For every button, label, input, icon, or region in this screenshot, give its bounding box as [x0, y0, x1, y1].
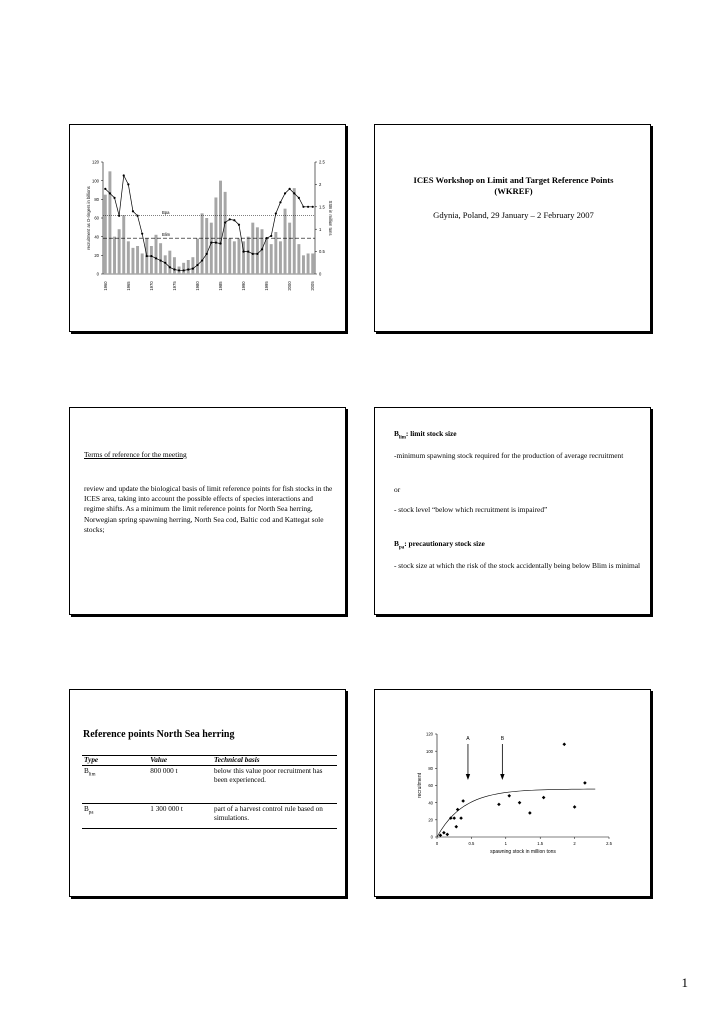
ssb-point — [127, 183, 129, 185]
data-point — [562, 743, 566, 747]
ssb-point — [132, 210, 134, 212]
ssb-point — [192, 268, 194, 270]
left-tick-label: 20 — [94, 252, 99, 258]
ssb-point — [289, 188, 291, 190]
recruitment-bar — [164, 255, 167, 274]
x-tick-label: 2.5 — [606, 841, 612, 846]
terms-body: review and update the biological basis of limit reference points for fish stocks in the ICES area, taking into account the possible effects of species interactions and regime shifts. As a minimum the limit reference points for North Sea herring, Norwegian spring spawning herring, North Sea cod, Baltic cod and Kattegat sole stocks; — [84, 484, 333, 534]
recruitment-bar — [228, 239, 231, 274]
recruitment-bar — [302, 255, 305, 274]
ssb-point — [183, 269, 185, 271]
ssb-point — [118, 215, 120, 217]
ssb-point — [242, 251, 244, 253]
y-tick-label: 60 — [428, 783, 433, 789]
page-number: 1 — [681, 975, 688, 990]
recruitment-bar — [210, 223, 213, 274]
workshop-title: ICES Workshop on Limit and Target Reference Points (WKREF) — [413, 175, 614, 196]
left-axis-title: recruitment as O-ringers in billions — [86, 186, 91, 250]
timeseries-chart — [70, 125, 345, 331]
x-tick-label: 1960 — [102, 281, 108, 291]
ssb-point — [229, 218, 231, 220]
x-tick-label: 1.5 — [537, 841, 544, 846]
cell-type: $B_{lim}$ — [82, 766, 148, 804]
recruitment-bar — [141, 253, 144, 274]
x-tick-label: 2005 — [310, 281, 316, 291]
table-row — [82, 804, 337, 829]
x-tick-label: 0 — [435, 841, 439, 846]
data-point — [446, 833, 450, 837]
recruitment-bar — [270, 244, 273, 274]
recruitment-bar — [261, 229, 264, 274]
table-row — [82, 766, 337, 804]
recruitment-bar — [159, 243, 162, 274]
right-tick-label: 1.5 — [319, 204, 325, 210]
recruitment-bar — [136, 246, 139, 274]
right-axis-title: SSB in million tons — [328, 200, 333, 236]
x-axis-title: spawning stock in million tons — [490, 849, 556, 855]
x-tick-label: 1 — [504, 841, 507, 846]
slide-reference-points-table — [69, 689, 346, 897]
recruitment-bar — [297, 244, 300, 274]
recruitment-bar — [293, 188, 296, 274]
ssb-point — [173, 268, 175, 270]
recruitment-bar — [256, 227, 259, 274]
arrow-b-label: B — [500, 736, 505, 742]
y-tick-label: 0 — [430, 834, 433, 840]
ssb-point — [210, 242, 212, 244]
ssb-point — [155, 257, 157, 259]
recruitment-bar — [182, 263, 185, 274]
slide-stock-recruitment — [374, 689, 651, 897]
bpa-label: Bpa — [162, 209, 170, 215]
slide-terms-of-reference — [69, 407, 346, 615]
blim-heading: $B_{lim}$: limit stock size — [394, 429, 457, 441]
y-tick-label: 100 — [426, 748, 433, 754]
y-axis-title: recruitment — [417, 772, 423, 799]
recruitment-bar — [155, 235, 158, 274]
ssb-point — [256, 253, 258, 255]
data-point — [439, 833, 443, 837]
recruitment-bar — [173, 257, 176, 274]
fitted-curve — [437, 789, 595, 837]
left-tick-label: 100 — [92, 178, 99, 184]
left-tick-label: 0 — [96, 271, 99, 277]
blim-description-2: - stock level “below which recruitment is impaired” — [394, 505, 548, 514]
slide-title — [374, 124, 651, 332]
left-tick-label: 40 — [94, 234, 99, 240]
ssb-point — [201, 259, 203, 261]
reference-points-table — [82, 755, 337, 829]
recruitment-bar — [284, 209, 287, 274]
x-tick-label: 2000 — [287, 281, 293, 291]
ssb-point — [164, 262, 166, 264]
x-tick-label: 0.5 — [468, 841, 475, 846]
x-tick-label: 1975 — [171, 281, 177, 291]
ssb-point — [109, 192, 111, 194]
workshop-subtitle: Gdynia, Poland, 29 January – 2 February 2007 — [433, 210, 594, 220]
data-point — [461, 799, 465, 803]
bpa-description: - stock size at which the risk of the stock accidentally being below Blim is minimal — [394, 561, 641, 570]
recruitment-bar — [224, 192, 227, 274]
recruitment-bar — [150, 246, 153, 274]
data-point — [507, 794, 511, 798]
header-basis: Technical basis — [212, 756, 337, 766]
ssb-point — [252, 253, 254, 255]
recruitment-bar — [311, 253, 314, 274]
recruitment-bar — [122, 215, 125, 274]
left-tick-label: 80 — [94, 196, 99, 202]
scatter-chart — [375, 690, 650, 896]
ssb-point — [279, 201, 281, 203]
y-tick-label: 80 — [428, 765, 433, 771]
slide-herring-timeseries — [69, 124, 346, 332]
ssb-point — [307, 206, 309, 208]
ssb-point — [215, 242, 217, 244]
data-point — [528, 811, 532, 815]
table-title: Reference points North Sea herring — [83, 729, 235, 740]
header-value: Value — [148, 756, 212, 766]
recruitment-bar — [191, 257, 194, 274]
data-point — [454, 825, 458, 829]
data-point — [573, 805, 577, 809]
terms-heading: Terms of reference for the meeting — [84, 450, 187, 459]
ssb-point — [141, 233, 143, 235]
recruitment-bar — [247, 237, 250, 274]
recruitment-bar — [187, 260, 190, 274]
ssb-point — [178, 269, 180, 271]
ssb-point — [312, 206, 314, 208]
ssb-point — [270, 235, 272, 237]
ssb-point — [169, 266, 171, 268]
ssb-point — [275, 212, 277, 214]
right-tick-label: 1 — [319, 226, 322, 232]
ssb-point — [219, 242, 221, 244]
ssb-point — [298, 197, 300, 199]
ssb-point — [293, 192, 295, 194]
cell-type: $B_{pa}$ — [82, 804, 148, 829]
right-tick-label: 0.5 — [319, 249, 325, 255]
x-tick-label: 1985 — [218, 281, 224, 291]
cell-value: 800 000 t — [148, 766, 212, 804]
x-tick-label: 1995 — [264, 281, 270, 291]
ssb-point — [247, 251, 249, 253]
data-point — [442, 831, 446, 835]
ssb-point — [206, 253, 208, 255]
x-tick-label: 1980 — [194, 281, 200, 291]
data-point — [452, 816, 456, 820]
recruitment-bar — [265, 239, 268, 274]
x-tick-label: 1970 — [148, 281, 154, 291]
recruitment-bar — [127, 241, 130, 274]
slide-definitions — [374, 407, 651, 615]
right-tick-label: 2 — [319, 182, 322, 187]
x-tick-label: 1990 — [241, 281, 247, 291]
recruitment-bar — [131, 248, 134, 274]
cell-value: 1 300 000 t — [148, 804, 212, 829]
ssb-point — [196, 264, 198, 266]
data-point — [497, 803, 501, 807]
data-point — [456, 808, 460, 812]
arrow-a-label: A — [466, 736, 470, 742]
ssb-point — [266, 237, 268, 239]
ssb-point — [136, 215, 138, 217]
y-tick-label: 40 — [428, 800, 433, 806]
recruitment-bar — [214, 197, 217, 274]
bpa-heading: $B_{pa}$: precautionary stock size — [394, 539, 485, 551]
recruitment-bar — [168, 251, 171, 274]
left-tick-label: 60 — [94, 215, 99, 221]
ssb-point — [160, 259, 162, 261]
blim-description: -minimum spawning stock required for the production of average recruitment — [394, 451, 624, 460]
ssb-point — [302, 206, 304, 208]
ssb-point — [150, 255, 152, 257]
arrow-a-head — [466, 774, 470, 780]
recruitment-bar — [251, 223, 254, 274]
arrow-b-head — [500, 774, 504, 780]
cell-basis: part of a harvest control rule based on simulations. — [212, 804, 337, 829]
recruitment-bar — [201, 213, 204, 274]
x-tick-label: 1965 — [125, 281, 131, 291]
ssb-point — [104, 188, 106, 190]
recruitment-bar — [108, 171, 111, 274]
right-tick-label: 2.5 — [319, 159, 325, 165]
recruitment-bar — [237, 239, 240, 274]
recruitment-bar — [205, 218, 208, 274]
recruitment-bar — [219, 181, 222, 274]
ssb-point — [187, 268, 189, 270]
ssb-point — [123, 174, 125, 176]
data-point — [518, 801, 522, 805]
blim-label: Blim — [162, 232, 171, 238]
recruitment-bar — [118, 229, 121, 274]
x-tick-label: 2 — [573, 841, 576, 846]
ssb-point — [261, 248, 263, 250]
recruitment-bar — [104, 195, 107, 274]
ssb-point — [113, 197, 115, 199]
header-type: Type — [82, 756, 148, 766]
recruitment-bar — [196, 239, 199, 274]
right-tick-label: 0 — [319, 271, 322, 277]
recruitment-bar — [288, 223, 291, 274]
left-tick-label: 120 — [92, 159, 99, 165]
recruitment-bar — [233, 241, 236, 274]
data-point — [459, 816, 463, 820]
data-point — [542, 796, 546, 800]
ssb-point — [224, 221, 226, 223]
ssb-point — [238, 224, 240, 226]
cell-basis: below this value poor recruitment has been experienced. — [212, 766, 337, 804]
data-point — [583, 781, 587, 785]
or-text: or — [394, 485, 401, 494]
y-tick-label: 20 — [428, 817, 433, 823]
ssb-point — [233, 219, 235, 221]
recruitment-bar — [113, 237, 116, 274]
ssb-point — [284, 192, 286, 194]
ssb-point — [146, 255, 148, 257]
recruitment-bar — [307, 253, 310, 274]
recruitment-bar — [279, 241, 282, 274]
y-tick-label: 120 — [426, 731, 433, 737]
